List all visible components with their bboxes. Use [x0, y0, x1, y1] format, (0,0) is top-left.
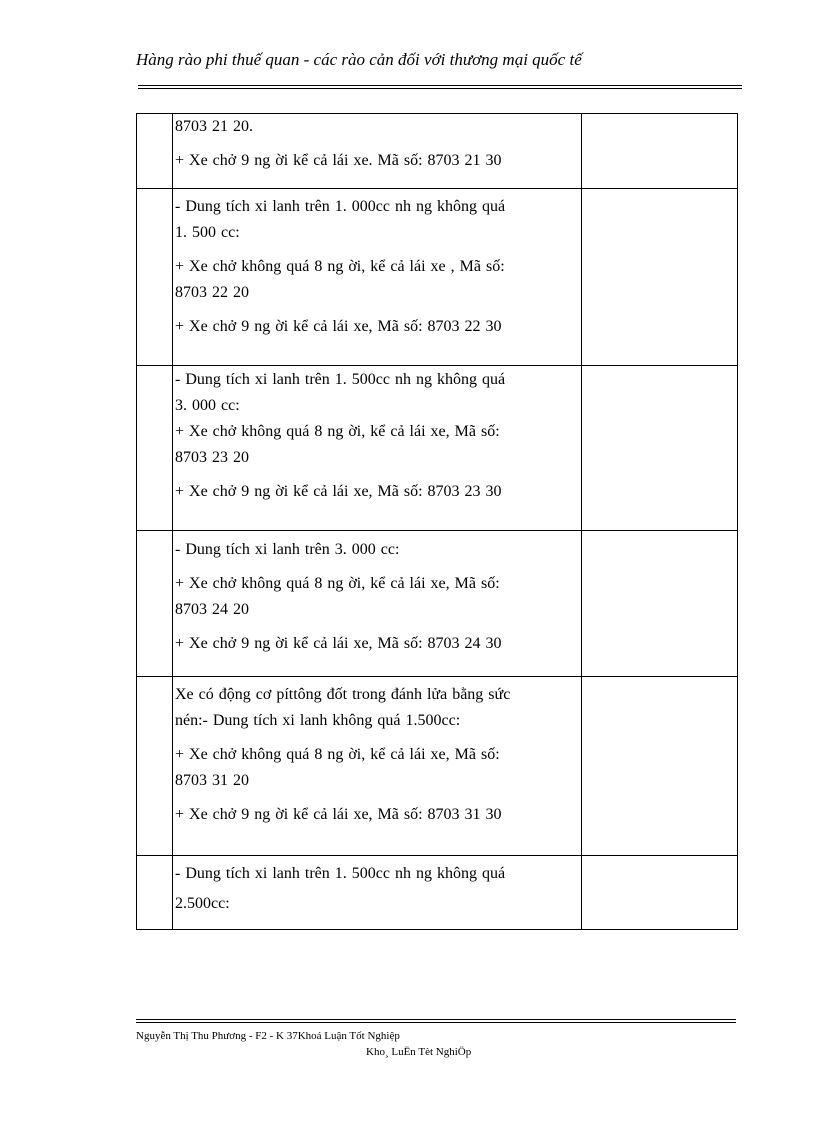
text-line: nén:- Dung tích xi lanh không quá 1.500cc: — [175, 712, 461, 729]
text-line: - Dung tích xi lanh trên 1. 000cc nh ng không quá — [175, 198, 506, 215]
index-cell — [137, 189, 173, 366]
text-line: - Dung tích xi lanh trên 1. 500cc nh ng không quá — [175, 865, 506, 882]
table-row — [137, 856, 738, 930]
text-line: + Xe chở không quá 8 ng ời, kể cả lái xe, Mã số: — [175, 575, 500, 592]
text-line: + Xe chở 9 ng ời kể cả lái xe, Mã số: 8703 24 30 — [175, 635, 502, 652]
text-line: 8703 23 20 — [175, 449, 249, 466]
text-line: - Dung tích xi lanh trên 1. 500cc nh ng không quá — [175, 371, 506, 388]
header-double-rule — [138, 85, 742, 89]
text-line: 8703 22 20 — [175, 284, 249, 301]
text-line: 8703 24 20 — [175, 601, 249, 618]
text-line: + Xe chở không quá 8 ng ời, kể cả lái xe , Mã số: — [175, 258, 505, 275]
note-cell — [582, 677, 738, 856]
text-line: + Xe chở 9 ng ời kể cả lái xe, Mã số: 8703 22 30 — [175, 318, 502, 335]
note-cell — [582, 114, 738, 189]
table-row — [137, 189, 738, 366]
table-row — [137, 114, 738, 189]
note-cell — [582, 366, 738, 531]
text-line: + Xe chở 9 ng ời kể cả lái xe, Mã số: 8703 23 30 — [175, 483, 502, 500]
index-cell — [137, 677, 173, 856]
description-cell — [173, 856, 582, 930]
description-cell — [173, 531, 582, 677]
text-line: + Xe chở 9 ng ời kể cả lái xe. Mã số: 8703 21 30 — [175, 152, 502, 169]
text-line: + Xe chở không quá 8 ng ời, kể cả lái xe, Mã số: — [175, 423, 500, 440]
text-line: + Xe chở 9 ng ời kể cả lái xe, Mã số: 8703 31 30 — [175, 806, 502, 823]
footer-author: Nguyễn Thị Thu Phương - F2 - K 37Khoá Luận Tốt Nghiệp — [136, 1030, 400, 1042]
description-cell — [173, 114, 582, 189]
footer-subtitle: Kho¸ LuËn Tèt NghiÖp — [366, 1046, 472, 1058]
index-cell — [137, 366, 173, 531]
text-line: 2.500cc: — [175, 895, 230, 912]
table-row — [137, 366, 738, 531]
text-line: 8703 31 20 — [175, 772, 249, 789]
note-cell — [582, 531, 738, 677]
description-cell — [173, 189, 582, 366]
table-row — [137, 677, 738, 856]
text-line: 3. 000 cc: — [175, 397, 240, 414]
text-line: - Dung tích xi lanh trên 3. 000 cc: — [175, 541, 400, 558]
description-cell — [173, 366, 582, 531]
text-line: Xe có động cơ píttông đốt trong đánh lửa bằng sức — [175, 686, 511, 703]
text-line: + Xe chở không quá 8 ng ời, kể cả lái xe, Mã số: — [175, 746, 500, 763]
index-cell — [137, 114, 173, 189]
table-row — [137, 531, 738, 677]
index-cell — [137, 531, 173, 677]
note-cell — [582, 189, 738, 366]
text-line: 8703 21 20. — [175, 118, 253, 135]
description-cell — [173, 677, 582, 856]
text-line: 1. 500 cc: — [175, 224, 240, 241]
index-cell — [137, 856, 173, 930]
footer-double-rule — [136, 1019, 736, 1023]
page-header-title: Hàng rào phi thuế quan - các rào cản đối với thương mại quốc tế — [136, 50, 582, 69]
hs-code-table — [136, 113, 738, 930]
note-cell — [582, 856, 738, 930]
